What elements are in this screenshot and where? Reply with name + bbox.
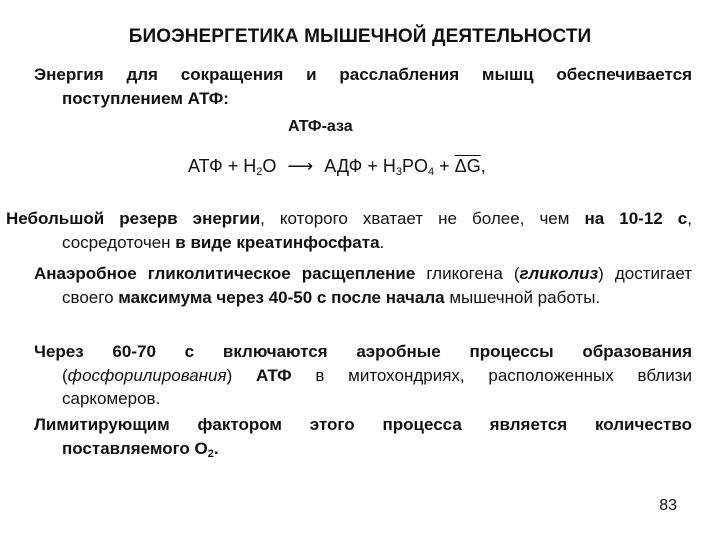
subscript: 2 — [207, 447, 214, 460]
bold-text: Небольшой резерв энергии — [6, 209, 261, 228]
text: мышечной работы. — [444, 287, 601, 307]
text: ) — [226, 365, 256, 385]
atp-hydrolysis-formula — [188, 118, 528, 190]
italic-text: фосфорилирования — [67, 365, 227, 385]
bold-text: в виде креатинфосфата — [175, 232, 380, 252]
text: в митохондриях, расположенных вблизи саркомеров. — [62, 365, 692, 408]
bold-text: АТФ — [255, 365, 292, 385]
slide-title: БИОЭНЕРГЕТИКА МЫШЕЧНОЙ ДЕЯТЕЛЬНОСТИ — [128, 26, 592, 47]
intro-paragraph — [34, 63, 692, 110]
free-energy-term: $\overline{\Delta G}$ — [454, 156, 481, 176]
plus-sign: + — [367, 156, 378, 176]
comma: , — [480, 156, 486, 176]
bold-text: максимума через 40-50 с после начала — [118, 287, 445, 307]
plus-sign: + — [227, 156, 239, 176]
page-number: 83 — [659, 497, 677, 514]
plus-sign: + — [439, 156, 450, 176]
bold-text: Лимитирующим фактором этого процесса является количество поставляемого О — [34, 415, 692, 458]
text: гликогена ( — [415, 264, 520, 283]
adp-term: АДФ — [324, 156, 363, 176]
paragraph-limiting-factor — [34, 413, 692, 466]
text: . — [379, 232, 385, 252]
reaction-equation — [188, 156, 486, 178]
intro-text: Энергия для сокращения и расслабления мышц обеспечивается поступлением АТФ: — [34, 65, 692, 108]
water-term: $H_2O$ — [243, 156, 277, 178]
enzyme-label: АТФ-аза — [288, 118, 353, 135]
phosphoric-acid-term: $H_3PO_4$ — [382, 156, 435, 178]
text: ( — [62, 365, 68, 385]
bold-text: Анаэробное гликолитическое расщепление — [34, 264, 416, 283]
text: ) достигает своего — [62, 264, 692, 307]
text: , сосредоточен — [62, 209, 692, 252]
bold-italic-text: гликолиз — [519, 264, 599, 283]
bold-text: . — [213, 438, 219, 458]
atp-term: АТФ — [188, 156, 223, 176]
paragraph-reserve — [6, 207, 692, 254]
reaction-arrow-icon: ⟶ — [287, 156, 314, 176]
bold-text: Через 60-70 с включаются аэробные процессы образования — [34, 342, 692, 361]
text: , которого хватает не более, чем — [260, 209, 585, 228]
paragraph-aerobic — [34, 340, 692, 411]
paragraph-glycolysis — [34, 262, 692, 309]
bold-text: на 10-12 с — [584, 209, 688, 228]
